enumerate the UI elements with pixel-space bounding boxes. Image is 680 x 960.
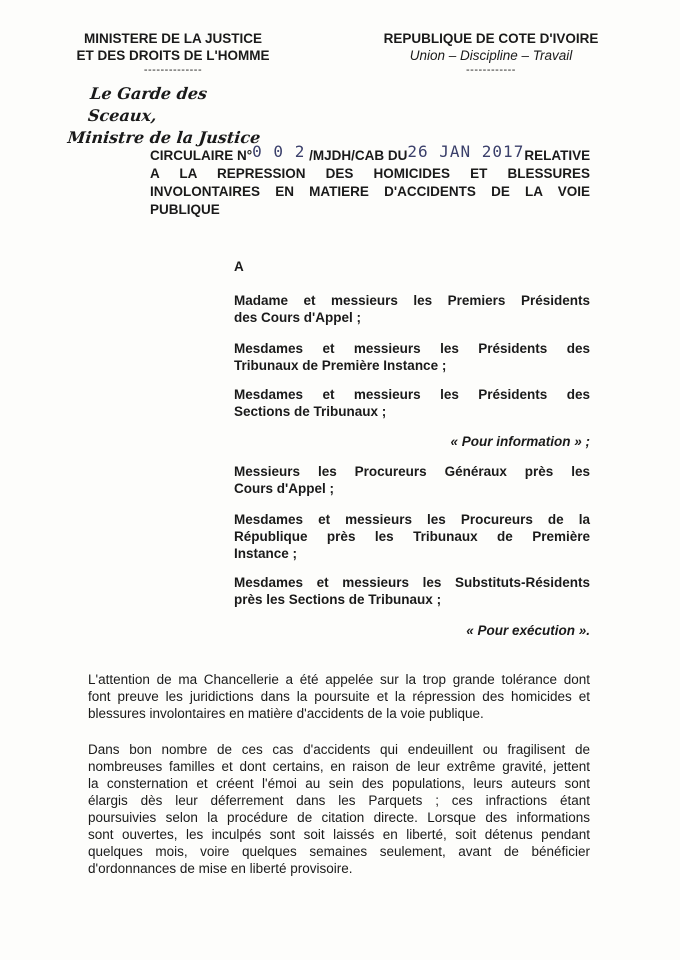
recipient-line: Messieurs les Procureurs Généraux près les bbox=[234, 464, 590, 479]
ministry-separator: -------------- bbox=[143, 64, 203, 76]
paragraph-line: Dans bon nombre de ces cas d'accidents qui endeuillent ou fragilisent de bbox=[88, 742, 590, 757]
country-separator: ------------ bbox=[466, 64, 516, 76]
ministry-header bbox=[58, 30, 288, 76]
country-header bbox=[350, 30, 632, 76]
recipient-section-presidents bbox=[234, 386, 590, 420]
country-name: REPUBLIQUE DE COTE D'IVOIRE bbox=[383, 31, 599, 46]
recipient-line: République près les Tribunaux de Première bbox=[234, 529, 590, 544]
circular-heading-line2: A LA REPRESSION DES HOMICIDES ET BLESSURES bbox=[150, 166, 590, 181]
recipient-line: Mesdames et messieurs les Présidents des bbox=[234, 387, 590, 402]
paragraph-line: font preuve les juridictions dans la poursuite et la répression des homicides et bbox=[88, 689, 590, 704]
paragraph-line: L'attention de ma Chancellerie a été appelée sur la trop grande tolérance dont bbox=[88, 672, 590, 687]
recipient-line: Instance ; bbox=[234, 546, 298, 561]
recipient-line: Mesdames et messieurs les Procureurs de la bbox=[234, 512, 590, 527]
minister-title bbox=[67, 83, 274, 149]
national-motto: Union – Discipline – Travail bbox=[409, 48, 573, 63]
recipient-line: Sections de Tribunaux ; bbox=[234, 404, 387, 419]
circular-number-stamp: 0 0 2 bbox=[252, 142, 306, 161]
paragraph-line: nombreuses familles et dont certains, en raison de leur extrême gravité, jettent bbox=[88, 759, 590, 774]
circular-reference: /MJDH/CAB DU bbox=[309, 148, 408, 163]
circular-heading-line4: PUBLIQUE bbox=[150, 202, 220, 217]
paragraph-line: d'ordonnances de mise en liberté provisoire. bbox=[88, 861, 353, 876]
for-execution-label: « Pour exécution ». bbox=[466, 623, 590, 638]
paragraph-line: quelques mois, voire quelques semaines seulement, avant de bénéficier bbox=[88, 844, 590, 859]
recipient-line: Mesdames et messieurs les Présidents des bbox=[234, 341, 590, 356]
circular-prefix: CIRCULAIRE N° bbox=[150, 148, 253, 163]
paragraph-line: élargis dès leur déferrement dans les Parquets ; ces infractions étant bbox=[88, 793, 590, 808]
paragraph-line: blessures involontaires en matière d'accidents de la voie publique. bbox=[88, 706, 484, 721]
date-stamp: 26 JAN 2017 bbox=[407, 142, 525, 161]
recipient-line: Tribunaux de Première Instance ; bbox=[234, 358, 447, 373]
recipient-resident-substitutes bbox=[234, 574, 590, 608]
minister-title-line1: Le Garde des Sceaux, bbox=[87, 84, 209, 125]
circular-heading-line1 bbox=[150, 142, 591, 165]
recipient-republic-prosecutors bbox=[234, 511, 590, 562]
minister-title-line2: Ministre de la Justice bbox=[66, 128, 262, 147]
recipient-tribunal-presidents bbox=[234, 340, 590, 374]
for-information-label: « Pour information » ; bbox=[450, 434, 590, 449]
body-paragraph-2 bbox=[88, 741, 590, 877]
recipient-line: des Cours d'Appel ; bbox=[234, 310, 361, 325]
circular-relative: RELATIVE bbox=[524, 148, 591, 163]
recipient-line: près les Sections de Tribunaux ; bbox=[234, 592, 442, 607]
circular-heading-line3: INVOLONTAIRES EN MATIERE D'ACCIDENTS DE LA VOIE bbox=[150, 184, 590, 199]
body-paragraph-1 bbox=[88, 671, 590, 722]
recipient-line: Mesdames et messieurs les Substituts-Résidents bbox=[234, 575, 590, 590]
recipient-line: Cours d'Appel ; bbox=[234, 481, 334, 496]
circular-heading bbox=[150, 142, 591, 219]
paragraph-line: la consternation et créent l'émoi au sein des populations, leurs auteurs sont bbox=[88, 776, 590, 791]
paragraph-line: sont ouvertes, les inculpés sont soit laissés en liberté, soit détenus pendant bbox=[88, 827, 590, 842]
recipient-first-presidents bbox=[234, 292, 590, 326]
recipients-to: A bbox=[234, 259, 244, 274]
recipient-line: Madame et messieurs les Premiers Présidents bbox=[234, 293, 590, 308]
paragraph-line: poursuivies selon la procédure de citation directe. Lorsque des informations bbox=[88, 810, 590, 825]
ministry-name-line1: MINISTERE DE LA JUSTICE bbox=[83, 31, 263, 46]
recipient-general-prosecutors bbox=[234, 463, 590, 497]
ministry-name-line2: ET DES DROITS DE L'HOMME bbox=[76, 48, 270, 63]
